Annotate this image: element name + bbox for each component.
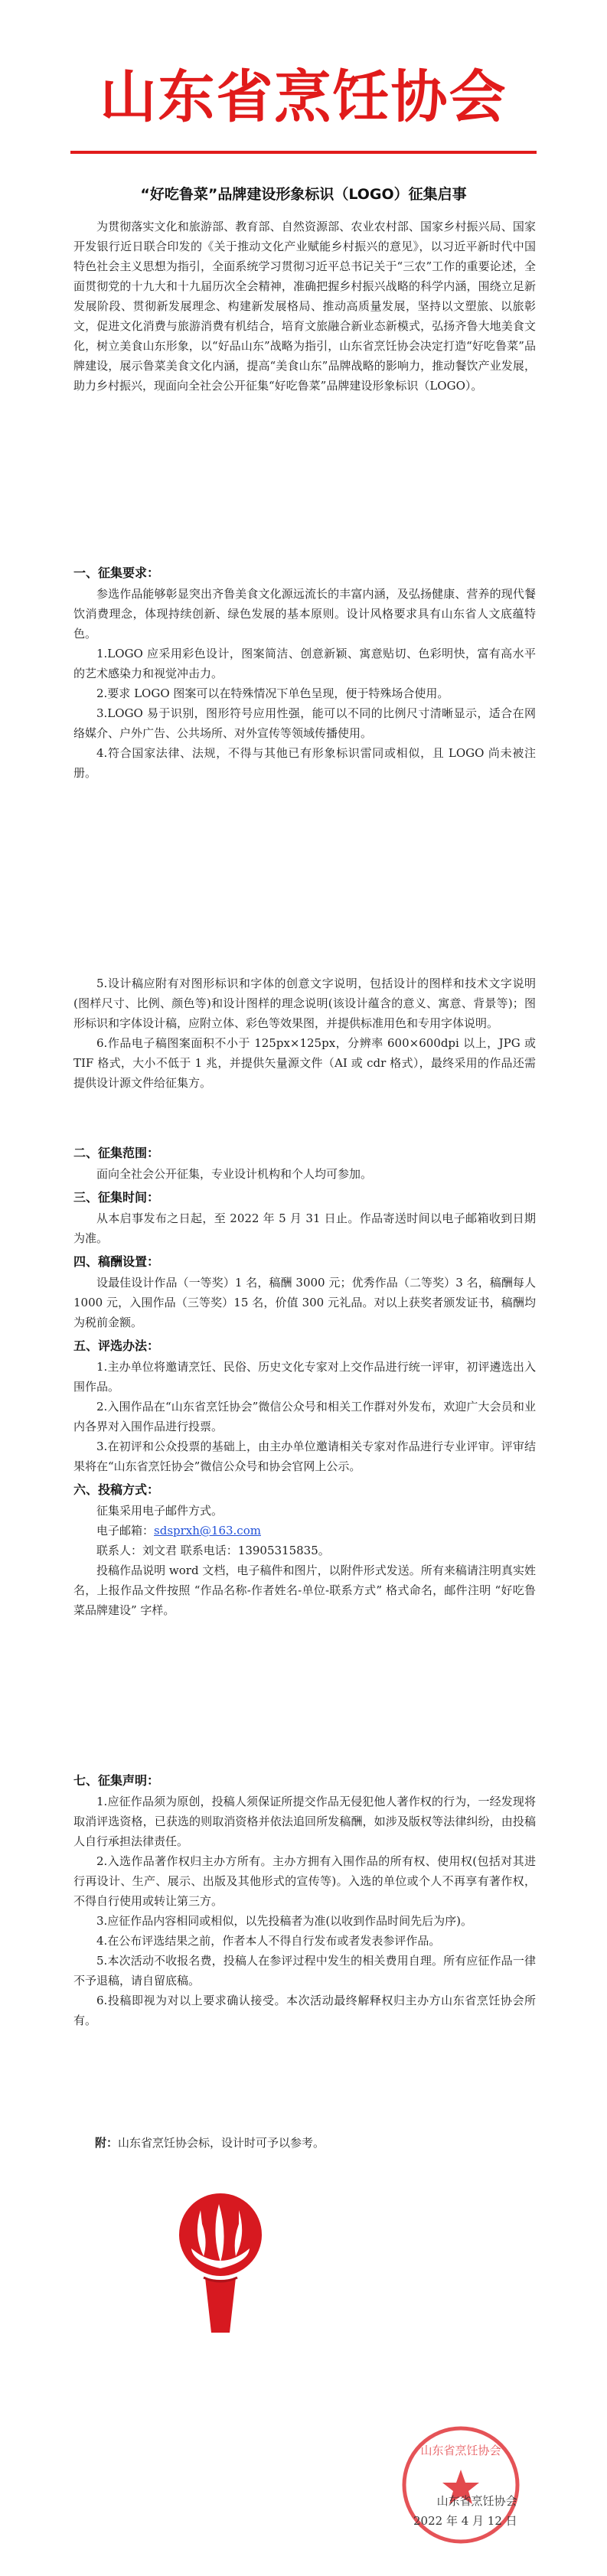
email-label: 电子邮箱： bbox=[96, 1524, 155, 1537]
scope-block bbox=[73, 1164, 536, 1184]
statement-item: 6.投稿即视为对以上要求确认接受。本次活动最终解释权归主办方山东省烹饪协会所有。 bbox=[73, 1994, 536, 2027]
selection-block bbox=[73, 1357, 536, 1476]
rewards-text: 设最佳设计作品（一等奖）1 名，稿酬 3000 元；优秀作品（二等奖）3 名，稿酬每人 1000 元，入围作品（三等奖）15 名，价值 300 元礼品。对以上获奖者颁发证书，稿酬均为税前金额。 bbox=[73, 1276, 536, 1329]
attachment-label: 附： bbox=[95, 2136, 119, 2150]
section-heading-requirements: 一、征集要求： bbox=[73, 566, 160, 580]
signature-org: 山东省烹饪协会 bbox=[436, 2494, 517, 2508]
requirements-intro: 参选作品能够彰显突出齐鲁美食文化源远流长的丰富内涵，及弘扬健康、营养的现代餐饮消费理念，体现持续创新、绿色发展的基本原则。设计风格要求具有山东省人文底蕴特色。 bbox=[73, 587, 536, 641]
email-link[interactable]: sdsprxh@163.com bbox=[154, 1524, 261, 1537]
attachment-note bbox=[95, 2134, 325, 2152]
selection-item: 1.主办单位将邀请烹饪、民俗、历史文化专家对上交作品进行统一评审，初评遴选出入围作品。 bbox=[73, 1360, 536, 1394]
email-line bbox=[73, 1521, 536, 1541]
intro-paragraph bbox=[73, 217, 536, 396]
time-text: 从本启事发布之日起，至 2022 年 5 月 31 日止。作品寄送时间以电子邮箱收到日期为准。 bbox=[73, 1211, 536, 1245]
document-title: “好吃鲁菜”品牌建设形象标识（LOGO）征集启事 bbox=[140, 186, 467, 203]
svg-text:山东省烹饪协会: 山东省烹饪协会 bbox=[420, 2444, 501, 2457]
statement-item: 3.应征作品内容相同或相似，以先投稿者为准(以收到作品时间先后为序)。 bbox=[96, 1914, 473, 1928]
submission-block bbox=[73, 1501, 536, 1620]
association-logo bbox=[175, 2187, 266, 2340]
scope-text: 面向全社会公开征集，专业设计机构和个人均可参加。 bbox=[96, 1167, 373, 1181]
requirement-item: 3.LOGO 易于识别，图形符号应用性强，能可以不同的比例尺寸清晰显示，适合在网络媒介、户外广告、公共场所、对外宣传等领域传播使用。 bbox=[73, 706, 536, 740]
org-title: 山东省烹饪协会 bbox=[100, 64, 507, 130]
requirement-item: 5.设计稿应附有对图形标识和字体的创意文字说明，包括设计的图样和技术文字说明(图样尺寸、比例、颜色等)和设计图样的理念说明(该设计蕴含的意义、寓意、背景等)；图形标识和字体设计稿，应附立体、彩色等效果图，并提供标准用色和专用字体说明。 bbox=[73, 977, 536, 1030]
selection-item: 3.在初评和公众投票的基础上，由主办单位邀请相关专家对作品进行专业评审。评审结果将在“山东省烹饪协会”微信公众号和协会官网上公示。 bbox=[73, 1440, 536, 1473]
requirement-item: 4.符合国家法律、法规，不得与其他已有形象标识雷同或相似，且 LOGO 尚未被注册。 bbox=[73, 746, 536, 780]
section-heading-time: 三、征集时间： bbox=[73, 1190, 160, 1205]
section-heading-rewards: 四、稿酬设置： bbox=[73, 1254, 160, 1269]
statement-item: 2.入选作品著作权归主办方所有。主办方拥有入围作品的所有权、使用权(包括对其进行再设计、生产、展示、出版及其他形式的宣传等)。入选的单位或个人不再享有著作权，不得自行使用或转让第三方。 bbox=[73, 1854, 536, 1908]
requirement-item: 1.LOGO 应采用彩色设计，图案简洁、创意新颖、寓意贴切、色彩明快，富有高水平的艺术感染力和视觉冲击力。 bbox=[73, 647, 536, 680]
requirement-item: 2.要求 LOGO 图案可以在特殊情况下单色呈现，便于特殊场合使用。 bbox=[96, 686, 449, 700]
letterhead bbox=[0, 0, 607, 176]
rewards-block bbox=[73, 1273, 536, 1332]
submission-instructions: 投稿作品说明 word 文档，电子稿件和图片，以附件形式发送。所有来稿请注明真实姓名，上报作品文件按照 “作品名称-作者姓名-单位-联系方式” 格式命名，邮件注明 “好吃鲁菜品牌建设” 字样。 bbox=[73, 1564, 536, 1617]
section-heading-statement: 七、征集声明： bbox=[73, 1773, 160, 1788]
signature-block bbox=[413, 2491, 517, 2531]
signature-date: 2022 年 4 月 12 日 bbox=[413, 2514, 517, 2528]
selection-item: 2.入围作品在“山东省烹饪协会”微信公众号和相关工作群对外发布，欢迎广大会员和业内各界对入围作品进行投票。 bbox=[73, 1400, 536, 1433]
section-heading-selection: 五、评选办法： bbox=[73, 1339, 160, 1353]
intro-text: 为贯彻落实文化和旅游部、教育部、自然资源部、农业农村部、国家乡村振兴局、国家开发银行近日联合印发的《关于推动文化产业赋能乡村振兴的意见》，以习近平新时代中国特色社会主义思想为指引，全面系统学习贯彻习近平总书记关于“三农”工作的重要论述，全面贯彻党的十九大和十九届历次全会精神，准确把握乡村振兴战略的科学内涵，围绕立足新发展阶段、贯彻新发展理念、构建新发展格局、推动高质量发展，坚持以文塑旅、以旅彰文，促进文化消费与旅游消费有机结合，培育文旅融合新业态新模式，弘扬齐鲁大地美食文化，树立美食山东形象，以“好品山东”战略为指引，山东省烹饪协会决定打造“好吃鲁菜”品牌建设，展示鲁菜美食文化内涵，提高“美食山东”品牌战略的影响力，推动餐饮产业发展，助力乡村振兴，现面向全社会公开征集“好吃鲁菜”品牌建设形象标识（LOGO）。 bbox=[73, 220, 536, 393]
association-logo-icon bbox=[175, 2187, 266, 2340]
requirements-block-continued bbox=[73, 973, 536, 1093]
time-block bbox=[73, 1208, 536, 1248]
statement-item: 5.本次活动不收报名费，投稿人在参评过程中发生的相关费用自理。所有应征作品一律不予退稿，请自留底稿。 bbox=[73, 1954, 536, 1987]
contact-line: 联系人：刘文君 联系电话：13905315835。 bbox=[96, 1544, 330, 1557]
requirement-item: 6.作品电子稿图案面积不小于 125px×125px，分辨率 600×600dpi 以上，JPG 或 TIF 格式，大小不低于 1 兆，并提供矢量源文件（AI 或 cdr 格式），最终采用的作品还需提供设计源文件给征集方。 bbox=[73, 1036, 536, 1090]
statement-block bbox=[73, 1792, 536, 2030]
section-heading-scope: 二、征集范围： bbox=[73, 1146, 160, 1160]
red-divider bbox=[70, 151, 537, 154]
submission-method: 征集采用电子邮件方式。 bbox=[96, 1504, 224, 1518]
statement-item: 1.应征作品须为原创，投稿人须保证所提交作品无侵犯他人著作权的行为，一经发现将取消评选资格，已获选的则取消资格并依法追回所发稿酬，如涉及版权等法律纠纷，由投稿人自行承担法律责任。 bbox=[73, 1795, 536, 1848]
attachment-text: 山东省烹饪协会标，设计时可予以参考。 bbox=[118, 2136, 325, 2150]
statement-item: 4.在公布评选结果之前，作者本人不得自行发布或者发表参评作品。 bbox=[96, 1934, 441, 1948]
section-heading-submission: 六、投稿方式： bbox=[73, 1482, 160, 1497]
requirements-block bbox=[73, 584, 536, 783]
